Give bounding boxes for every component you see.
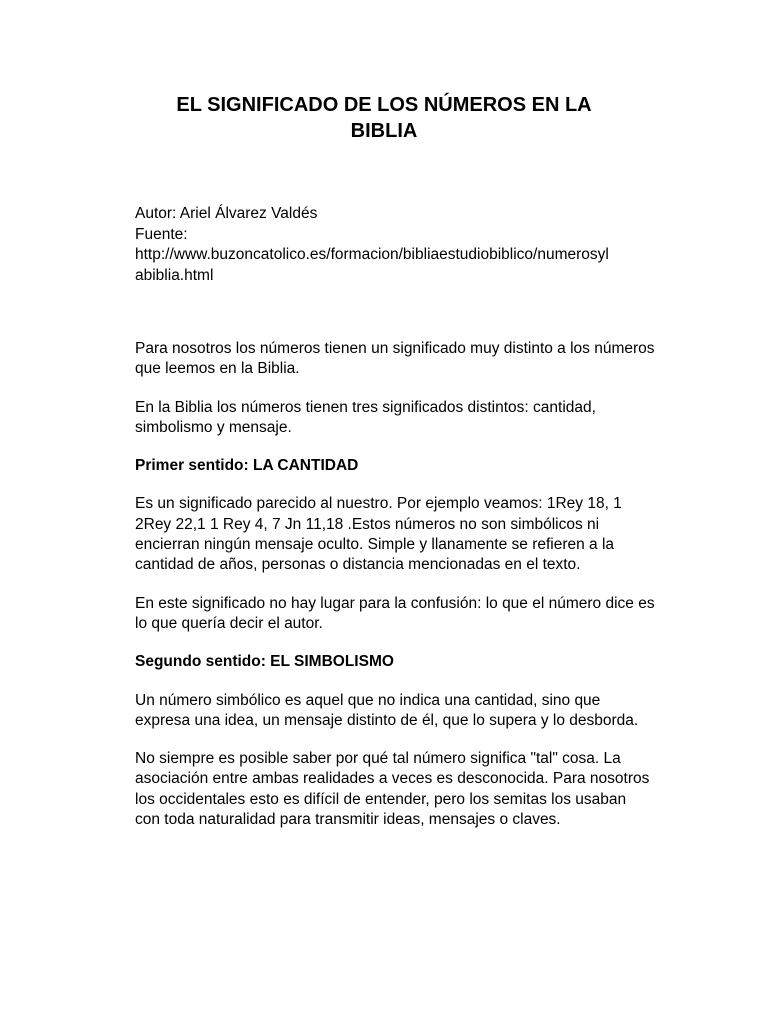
title-line-2: BIBLIA: [350, 120, 418, 142]
paragraph-meanings: En la Biblia los números tienen tres significados distintos: cantidad, simbolismo y mensaje.: [135, 398, 596, 436]
document-metadata: [135, 204, 665, 286]
source-url-line-2: abiblia.html: [135, 266, 214, 284]
paragraph-symbolic-number: Un número simbólico es aquel que no indica una cantidad, sino que expresa una idea, un mensaje distinto de él, que lo supera y lo desborda.: [135, 691, 639, 729]
paragraph-no-confusion: En este significado no hay lugar para la confusión: lo que el número dice es lo que quería decir el autor.: [135, 594, 655, 632]
author-line: Autor: Ariel Álvarez Valdés: [135, 205, 318, 222]
document-body: [135, 339, 655, 848]
source-url-line-1: http://www.buzoncatolico.es/formacion/bibliaestudiobiblico/numerosyl: [135, 246, 609, 263]
document-title: [120, 92, 648, 144]
paragraph-quantity: Es un significado parecido al nuestro. Por ejemplo veamos: 1Rey 18, 1 2Rey 22,1 1 Rey 4, 7 Jn 11,18 .Estos números no son simbólicos ni encierran ningún mensaje oculto. Simple y llanamente se refieren a la cantidad de años, personas o distancia mencionadas en el texto.: [135, 495, 622, 574]
paragraph-semites: No siempre es posible saber por qué tal número significa "tal" cosa. La asociación entre ambas realidades a veces es desconocida. Para nosotros los occidentales esto es difícil de entender, pero los semitas los usaban con toda naturalidad para transmitir ideas, mensajes o claves.: [135, 750, 650, 829]
title-line-1: EL SIGNIFICADO DE LOS NÚMEROS EN LA: [176, 94, 592, 116]
paragraph-intro: Para nosotros los números tienen un significado muy distinto a los números que leemos en la Biblia.: [135, 340, 655, 378]
source-label: Fuente:: [135, 225, 188, 243]
section-heading-symbolism: Segundo sentido: EL SIMBOLISMO: [135, 653, 394, 671]
section-heading-quantity: Primer sentido: LA CANTIDAD: [135, 457, 359, 475]
